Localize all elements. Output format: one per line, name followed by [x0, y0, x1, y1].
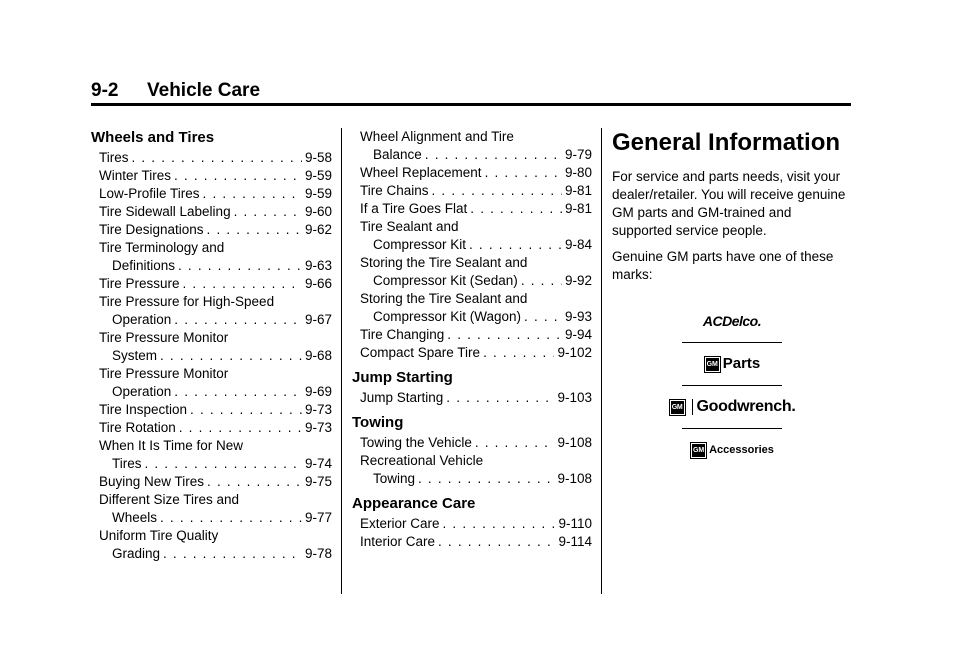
section-title: Jump Starting [352, 369, 453, 386]
toc-entry[interactable] [352, 344, 592, 362]
gm-accessories-logo [690, 435, 774, 465]
acdelco-logo-text: ACDelco. [702, 313, 762, 329]
gm-badge-icon: GM [704, 356, 721, 373]
toc-entry-label: Compressor Kit (Sedan) [373, 273, 518, 288]
dot-leader [132, 149, 302, 167]
toc-entry-label: Tires [112, 456, 142, 471]
toc-entry-page: 9-84 [564, 237, 592, 252]
toc-entry-heading: Storing the Tire Sealant and [360, 291, 528, 306]
toc-entry-label: Tire Designations [99, 222, 204, 237]
toc-entry[interactable] [91, 365, 332, 401]
general-information-title: General Information [612, 129, 841, 156]
toc-entry-page: 9-73 [304, 402, 332, 417]
toc-entry-line [91, 257, 332, 275]
dot-leader [446, 389, 554, 407]
dot-leader [475, 434, 555, 452]
toc-entry[interactable] [91, 221, 332, 239]
toc-entry-line [91, 311, 332, 329]
toc-entry-page: 9-77 [304, 510, 332, 525]
toc-entry-page: 9-80 [564, 165, 592, 180]
toc-entry-label: Tire Sidewall Labeling [99, 204, 231, 219]
dot-leader [160, 509, 302, 527]
toc-entry-heading: Wheel Alignment and Tire [360, 129, 514, 144]
toc-entry-page: 9-108 [557, 471, 592, 486]
toc-entry-label: Tire Inspection [99, 402, 188, 417]
toc-entry-page: 9-81 [564, 183, 592, 198]
toc-entry-line [91, 185, 332, 203]
toc-entry-page: 9-62 [304, 222, 332, 237]
page-header [91, 80, 260, 102]
toc-entry-label: Wheel Replacement [360, 165, 482, 180]
section-title: Appearance Care [352, 495, 476, 512]
toc-entry-label: Definitions [112, 258, 176, 273]
toc-entry-line [91, 455, 332, 473]
toc-entry-heading: When It Is Time for New [99, 438, 244, 453]
dot-leader [179, 419, 302, 437]
dot-leader [418, 470, 554, 488]
toc-entry[interactable] [91, 401, 332, 419]
toc-entry[interactable] [352, 254, 592, 290]
toc-entry-page: 9-68 [304, 348, 332, 363]
toc-entry-label: Towing [373, 471, 416, 486]
gm-goodwrench-logo [669, 392, 796, 422]
dot-leader [183, 275, 302, 293]
toc-entry[interactable] [352, 128, 592, 164]
toc-entry-heading: Recreational Vehicle [360, 453, 484, 468]
dot-leader [203, 185, 302, 203]
toc-entry-page: 9-81 [564, 201, 592, 216]
general-paragraph-1: For service and parts needs, visit your dealer/retailer. You will receive genuine GM parts and GM-trained and supported service people. [612, 169, 846, 238]
toc-entry[interactable] [352, 290, 592, 326]
toc-entry-line [91, 275, 332, 293]
toc-entry-line [352, 533, 592, 551]
toc-entry-line [352, 146, 592, 164]
dot-leader [174, 383, 302, 401]
toc-entry-label: Tire Chains [360, 183, 429, 198]
toc-entry-label: Compressor Kit (Wagon) [373, 309, 522, 324]
toc-entry[interactable] [352, 434, 592, 452]
section-title: Wheels and Tires [91, 129, 215, 146]
toc-entry-line [91, 347, 332, 365]
toc-entry[interactable] [91, 329, 332, 365]
toc-entry-page: 9-110 [558, 516, 592, 531]
dot-leader [447, 326, 562, 344]
toc-entry[interactable] [91, 149, 332, 167]
toc-entry-line [352, 344, 592, 362]
toc-entry[interactable] [352, 200, 592, 218]
dot-leader [485, 164, 562, 182]
toc-entry-label: System [112, 348, 158, 363]
toc-entry-page: 9-94 [564, 327, 592, 342]
toc-entry-heading: Tire Pressure Monitor [99, 366, 229, 381]
toc-entry-page: 9-108 [557, 435, 592, 450]
toc-entry[interactable] [91, 239, 332, 275]
toc-entry-line [352, 236, 592, 254]
general-paragraph-2: Genuine GM parts have one of these marks: [612, 249, 834, 282]
toc-entry-line [91, 401, 332, 419]
dot-leader [163, 545, 302, 563]
toc-entry-label: Balance [373, 147, 422, 162]
dot-leader [160, 347, 302, 365]
toc-entry-line [352, 272, 592, 290]
toc-entry-page: 9-93 [564, 309, 592, 324]
dot-leader [470, 200, 562, 218]
toc-entry-page: 9-60 [304, 204, 332, 219]
column-divider-1 [341, 128, 342, 594]
chapter-title: Vehicle Care [147, 80, 261, 101]
gm-badge-icon: GM [669, 399, 686, 416]
toc-entry-line [91, 203, 332, 221]
toc-entry-label: Operation [112, 312, 172, 327]
toc-entry-page: 9-69 [304, 384, 332, 399]
toc-entry[interactable] [91, 167, 332, 185]
toc-entry[interactable] [352, 533, 592, 551]
toc-entry-page: 9-67 [304, 312, 332, 327]
toc-entry[interactable] [91, 185, 332, 203]
dot-leader [178, 257, 302, 275]
toc-entry-page: 9-73 [304, 420, 332, 435]
toc-entry-page: 9-102 [557, 345, 592, 360]
general-information-column [612, 128, 852, 465]
dot-leader [521, 272, 562, 290]
page-number: 9-2 [91, 80, 119, 101]
toc-column-2 [352, 128, 592, 551]
toc-entry-page: 9-59 [304, 186, 332, 201]
section-title: Towing [352, 414, 404, 431]
toc-entry-label: Tire Changing [360, 327, 445, 342]
dot-leader [207, 473, 302, 491]
header-rule [91, 103, 851, 106]
toc-entry-label: Compressor Kit [373, 237, 467, 252]
dot-leader [432, 182, 562, 200]
acdelco-logo [703, 306, 761, 336]
toc-entry[interactable] [91, 491, 332, 527]
goodwrench-logo-text: Goodwrench. [696, 398, 796, 415]
toc-entry-heading: Tire Pressure Monitor [99, 330, 229, 345]
toc-entry-label: Tire Rotation [99, 420, 176, 435]
toc-entry-line [352, 326, 592, 344]
toc-entry[interactable] [352, 389, 592, 407]
toc-entry-heading: Uniform Tire Quality [99, 528, 219, 543]
dot-leader [174, 167, 302, 185]
dot-leader [174, 311, 302, 329]
gm-marks [612, 306, 852, 465]
toc-entry[interactable] [352, 182, 592, 200]
toc-entry[interactable] [352, 164, 592, 182]
toc-entry[interactable] [91, 203, 332, 221]
toc-entry[interactable] [91, 437, 332, 473]
logo-divider [682, 385, 782, 386]
toc-entry-line [91, 221, 332, 239]
gm-parts-logo-text: Parts [722, 355, 761, 372]
toc-entry-page: 9-114 [558, 534, 592, 549]
toc-entry-heading: Storing the Tire Sealant and [360, 255, 528, 270]
toc-entry[interactable] [352, 515, 592, 533]
toc-entry-page: 9-79 [564, 147, 592, 162]
toc-entry-label: Compact Spare Tire [360, 345, 481, 360]
toc-entry-page: 9-66 [304, 276, 332, 291]
toc-entry-line [91, 509, 332, 527]
toc-entry-line [352, 434, 592, 452]
toc-entry-line [352, 164, 592, 182]
toc-entry-label: Operation [112, 384, 172, 399]
toc-entry-line [352, 308, 592, 326]
toc-entry-label: Exterior Care [360, 516, 440, 531]
toc-entry[interactable] [352, 326, 592, 344]
toc-entry-line [352, 182, 592, 200]
toc-entry-label: Winter Tires [99, 168, 172, 183]
dot-leader [524, 308, 562, 326]
logo-divider [682, 342, 782, 343]
toc-entry-page: 9-74 [304, 456, 332, 471]
toc-entry-label: Wheels [112, 510, 158, 525]
toc-entry-line [91, 473, 332, 491]
toc-entry[interactable] [91, 293, 332, 329]
toc-entry-line [91, 383, 332, 401]
toc-entry-label: If a Tire Goes Flat [360, 201, 468, 216]
toc-entry-label: Jump Starting [360, 390, 444, 405]
toc-entry-page: 9-58 [304, 150, 332, 165]
toc-entry-line [91, 149, 332, 167]
toc-entry-line [91, 167, 332, 185]
dot-leader [234, 203, 302, 221]
dot-leader [483, 344, 554, 362]
logo-pipe [692, 399, 693, 415]
toc-entry[interactable] [91, 419, 332, 437]
toc-entry-line [91, 545, 332, 563]
toc-entry-label: Buying New Tires [99, 474, 205, 489]
toc-column-1 [91, 128, 332, 563]
toc-entry-heading: Tire Pressure for High-Speed [99, 294, 275, 309]
toc-entry-label: Grading [112, 546, 161, 561]
accessories-logo-text: Accessories [709, 444, 774, 456]
toc-entry-heading: Different Size Tires and [99, 492, 240, 507]
dot-leader [443, 515, 556, 533]
toc-entry-page: 9-59 [304, 168, 332, 183]
dot-leader [469, 236, 562, 254]
dot-leader [425, 146, 562, 164]
toc-entry[interactable] [352, 452, 592, 488]
toc-entry-line [352, 515, 592, 533]
dot-leader [190, 401, 302, 419]
toc-entry-page: 9-75 [304, 474, 332, 489]
gm-parts-logo [704, 349, 761, 379]
column-divider-2 [601, 128, 602, 594]
toc-entry-line [352, 389, 592, 407]
toc-entry-label: Towing the Vehicle [360, 435, 472, 450]
toc-entry[interactable] [91, 275, 332, 293]
toc-entry[interactable] [91, 527, 332, 563]
gm-badge-icon: GM [690, 442, 707, 459]
toc-entry-label: Interior Care [360, 534, 436, 549]
logo-divider [682, 428, 782, 429]
toc-entry-label: Tires [99, 150, 129, 165]
toc-entry-heading: Tire Terminology and [99, 240, 225, 255]
dot-leader [145, 455, 302, 473]
toc-entry-page: 9-103 [557, 390, 592, 405]
toc-entry-label: Tire Pressure [99, 276, 180, 291]
dot-leader [207, 221, 302, 239]
toc-entry-heading: Tire Sealant and [360, 219, 459, 234]
toc-entry-page: 9-63 [304, 258, 332, 273]
toc-entry[interactable] [91, 473, 332, 491]
toc-entry-page: 9-78 [304, 546, 332, 561]
toc-entry-line [352, 470, 592, 488]
dot-leader [438, 533, 555, 551]
toc-entry-line [352, 200, 592, 218]
toc-entry-line [91, 419, 332, 437]
toc-entry[interactable] [352, 218, 592, 254]
toc-entry-page: 9-92 [564, 273, 592, 288]
toc-entry-label: Low-Profile Tires [99, 186, 200, 201]
